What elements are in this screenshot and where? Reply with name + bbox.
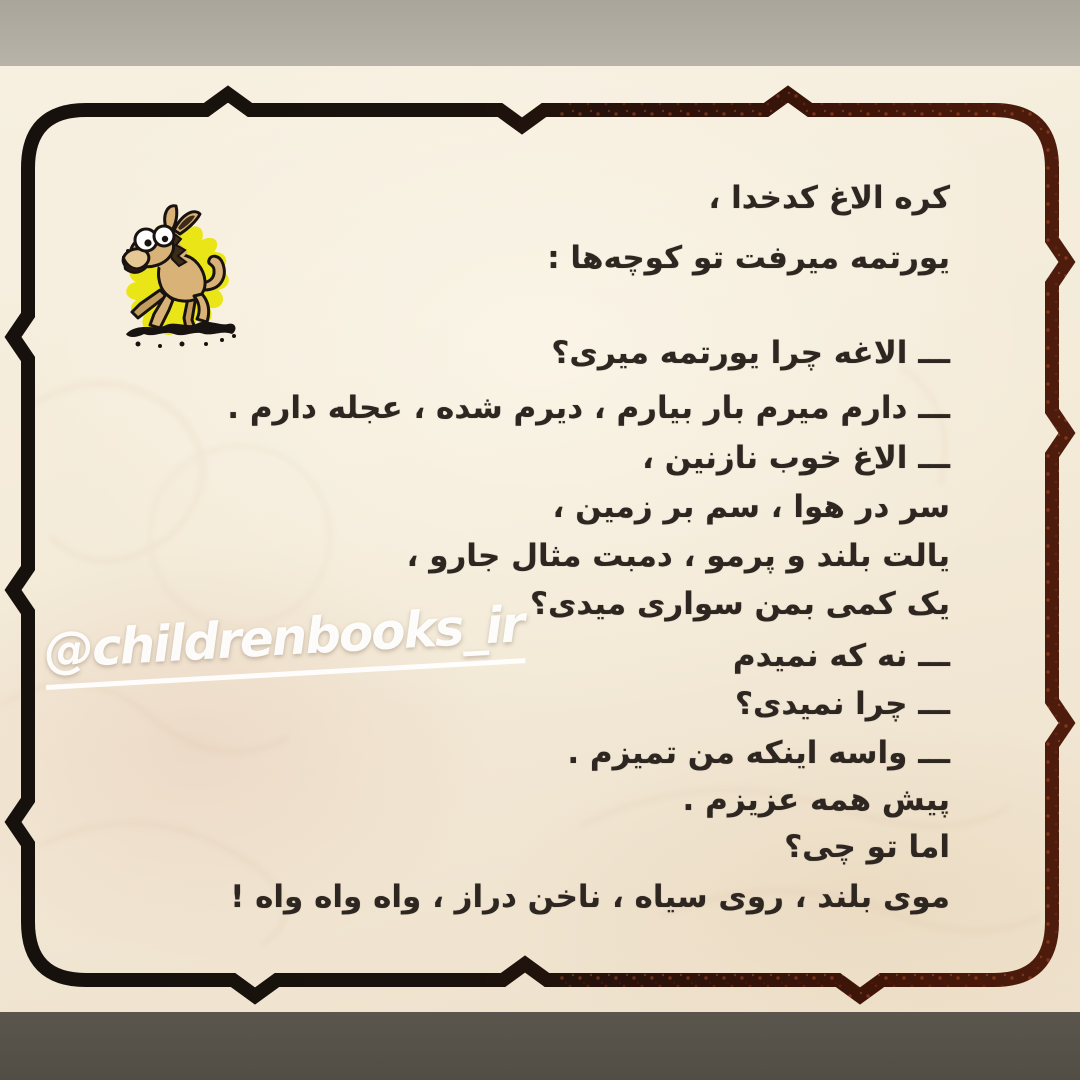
poem-line-1: کره الاغ کدخدا ،: [708, 180, 950, 216]
poem-line-5: ـــ الاغ خوب نازنین ،: [642, 440, 950, 476]
poem-line-7: یالت بلند و پرمو ، دمبت مثال جارو ،: [406, 538, 950, 574]
poem-line-11: ـــ واسه اینکه من تمیزم .: [567, 735, 950, 771]
poem-line-8: یک کمی بمن سواری میدی؟: [530, 586, 950, 622]
poem-line-12: پیش همه عزیزم .: [682, 782, 950, 818]
poem-line-9: ـــ نه که نمیدم: [732, 638, 950, 674]
book-page: [0, 66, 1080, 1012]
poem-line-3: ـــ الاغه چرا یورتمه میری؟: [551, 335, 950, 371]
poem-line-2: یورتمه میرفت تو کوچه‌ها :: [547, 240, 950, 276]
bottom-gray-band: [0, 1012, 1080, 1080]
poem-line-13: اما تو چی؟: [784, 829, 950, 865]
donkey-illustration-icon: [110, 198, 250, 358]
poem-line-10: ـــ چرا نمیدی؟: [734, 686, 950, 722]
poem-line-14: موی بلند ، روی سیاه ، ناخن دراز ، واه واه واه !: [230, 879, 950, 915]
poem-line-4: ـــ دارم میرم بار بیارم ، دیرم شده ، عجله دارم .: [227, 390, 950, 426]
poem-line-6: سر در هوا ، سم بر زمین ،: [552, 489, 950, 525]
watermark-handle: @childrenbooks_ir: [42, 595, 525, 690]
